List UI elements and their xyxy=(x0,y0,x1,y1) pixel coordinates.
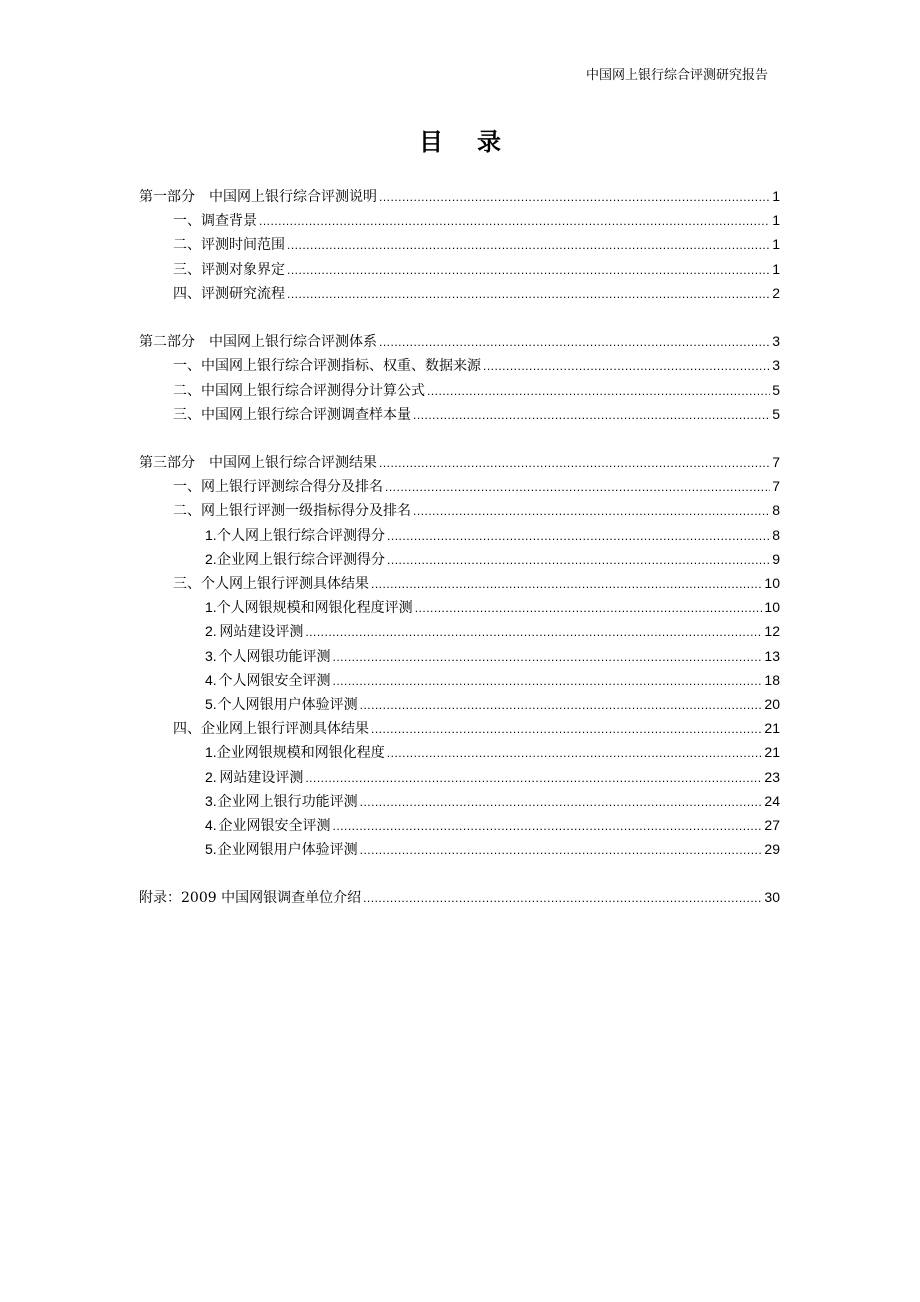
toc-page-number: 1 xyxy=(772,212,780,229)
dot-leader xyxy=(387,741,763,765)
dot-leader xyxy=(379,451,770,475)
toc-subentry-number: 2. xyxy=(205,623,217,640)
toc-subentry[interactable] xyxy=(139,523,780,547)
dot-leader xyxy=(360,838,763,862)
toc-page-number: 1 xyxy=(772,260,780,277)
toc-page-number: 3 xyxy=(772,357,780,374)
toc-entry[interactable] xyxy=(139,353,780,377)
toc-page-number: 20 xyxy=(764,695,780,712)
toc-entry-label: 四、企业网上银行评测具体结果 xyxy=(173,721,369,738)
toc-page-number: 1 xyxy=(772,188,780,204)
toc-subentry[interactable] xyxy=(139,813,780,837)
dot-leader xyxy=(387,524,770,548)
toc-entry[interactable] xyxy=(139,571,780,595)
toc-entry-label: 第二部分 中国网上银行综合评测体系 xyxy=(139,334,377,351)
toc-subentry[interactable] xyxy=(139,789,780,813)
toc-page-number: 21 xyxy=(764,744,780,761)
toc-entry-label: 一、网上银行评测综合得分及排名 xyxy=(173,479,383,496)
page-header: 中国网上银行综合评测研究报告 xyxy=(585,68,768,83)
toc-entry[interactable] xyxy=(139,281,780,305)
toc-entry-label: 三、个人网上银行评测具体结果 xyxy=(173,576,369,592)
toc-entry-label: 个人网银安全评测 xyxy=(218,672,331,689)
toc-entry-part-2[interactable] xyxy=(139,329,780,353)
dot-leader xyxy=(379,330,770,354)
dot-leader xyxy=(413,403,770,427)
toc-entry-label: 附录：2009 中国网银调查单位介绍 xyxy=(139,890,362,907)
toc-subentry-number: 4. xyxy=(205,671,217,688)
toc-entry[interactable] xyxy=(139,232,780,256)
toc-entry-label: 企业网银安全评测 xyxy=(218,817,331,834)
toc-entry-label: 个人网银功能评测 xyxy=(218,648,331,665)
toc-entry-label: 网站建设评测 xyxy=(219,624,304,641)
dot-leader xyxy=(387,548,770,572)
toc-page-number: 21 xyxy=(764,720,780,737)
toc-page-number: 3 xyxy=(772,333,780,350)
toc-subentry-number: 2. xyxy=(205,550,217,567)
toc-subentry[interactable] xyxy=(139,692,780,716)
dot-leader xyxy=(379,185,770,209)
toc-subentry[interactable] xyxy=(139,740,780,764)
toc-subentry-number: 1. xyxy=(205,526,217,543)
toc-entry[interactable] xyxy=(139,402,780,426)
toc-entry-label: 一、调查背景 xyxy=(173,213,257,230)
toc-page-number: 2 xyxy=(772,284,780,301)
dot-leader xyxy=(305,766,762,790)
toc-page-number: 9 xyxy=(772,550,780,567)
dot-leader xyxy=(360,790,763,814)
table-of-contents xyxy=(139,184,780,910)
toc-entry-label: 个人网上银行综合评测得分 xyxy=(217,527,386,544)
toc-subentry[interactable] xyxy=(139,547,780,571)
toc-page-number: 7 xyxy=(772,478,780,495)
dot-leader xyxy=(385,475,770,499)
toc-entry-label: 二、中国网上银行综合评测得分计算公式 xyxy=(173,382,425,399)
toc-entry-part-1[interactable] xyxy=(139,184,780,208)
toc-entry-label: 二、评测时间范围 xyxy=(173,237,285,254)
toc-page-number: 29 xyxy=(764,841,780,858)
toc-subentry[interactable] xyxy=(139,668,780,692)
toc-page-number: 8 xyxy=(772,526,780,543)
toc-subentry-number: 3. xyxy=(205,647,217,664)
toc-entry[interactable] xyxy=(139,208,780,232)
dot-leader xyxy=(415,596,763,620)
toc-entry-label: 一、中国网上银行综合评测指标、权重、数据来源 xyxy=(173,358,481,375)
toc-page-number: 13 xyxy=(764,647,780,664)
toc-entry-label: 第三部分 中国网上银行综合评测结果 xyxy=(139,455,377,472)
toc-entry-label: 个人网银用户体验评测 xyxy=(217,696,358,713)
toc-entry-label: 企业网银用户体验评测 xyxy=(217,842,358,859)
toc-entry-label: 企业网银规模和网银化程度 xyxy=(216,745,385,762)
section-spacer xyxy=(139,426,780,450)
toc-page-number: 24 xyxy=(764,792,780,809)
toc-entry-label: 企业网上银行功能评测 xyxy=(217,793,358,810)
dot-leader xyxy=(287,258,770,282)
dot-leader xyxy=(371,717,762,741)
dot-leader xyxy=(287,282,770,306)
toc-page-number: 12 xyxy=(764,623,780,640)
toc-title-left: 目 xyxy=(419,127,443,156)
toc-entry-label: 企业网上银行综合评测得分 xyxy=(217,551,386,568)
section-spacer xyxy=(139,861,780,885)
dot-leader xyxy=(305,620,762,644)
toc-page-number: 10 xyxy=(764,599,780,616)
toc-subentry-number: 1. xyxy=(205,599,217,616)
toc-entry-label: 第一部分 中国网上银行综合评测说明 xyxy=(139,189,377,205)
dot-leader xyxy=(287,233,770,257)
toc-subentry[interactable] xyxy=(139,595,780,619)
dot-leader xyxy=(333,814,763,838)
toc-page-number: 5 xyxy=(772,381,780,398)
toc-subentry[interactable] xyxy=(139,837,780,861)
toc-entry-label: 二、网上银行评测一级指标得分及排名 xyxy=(173,503,411,520)
toc-page-number: 5 xyxy=(772,405,780,422)
toc-subentry-number: 3. xyxy=(205,792,217,809)
toc-entry-appendix[interactable] xyxy=(139,885,780,909)
toc-subentry-number: 4. xyxy=(205,816,217,833)
toc-subentry-number: 1. xyxy=(205,744,217,761)
toc-entry-part-3[interactable] xyxy=(139,450,780,474)
toc-entry[interactable] xyxy=(139,498,780,522)
toc-page-number: 23 xyxy=(764,768,780,785)
toc-title xyxy=(0,122,920,157)
dot-leader xyxy=(363,886,762,910)
dot-leader xyxy=(483,354,770,378)
toc-entry-label: 四、评测研究流程 xyxy=(173,285,285,302)
toc-entry[interactable] xyxy=(139,378,780,402)
toc-entry-label: 个人网银规模和网银化程度评测 xyxy=(216,600,413,617)
toc-subentry-number: 2. xyxy=(205,768,217,785)
toc-entry[interactable] xyxy=(139,474,780,498)
dot-leader xyxy=(360,693,763,717)
toc-title-right: 录 xyxy=(477,127,501,156)
toc-entry-label: 三、评测对象界定 xyxy=(173,261,285,278)
toc-page-number: 30 xyxy=(764,889,780,906)
toc-subentry[interactable] xyxy=(139,644,780,668)
dot-leader xyxy=(259,209,770,233)
dot-leader xyxy=(333,645,763,669)
dot-leader xyxy=(427,379,770,403)
toc-page-number: 10 xyxy=(764,575,780,591)
toc-subentry[interactable] xyxy=(139,619,780,643)
dot-leader xyxy=(413,499,770,523)
toc-page-number: 18 xyxy=(764,671,780,688)
toc-entry[interactable] xyxy=(139,716,780,740)
toc-page-number: 8 xyxy=(772,502,780,519)
toc-entry-label: 网站建设评测 xyxy=(219,769,304,786)
toc-page-number: 1 xyxy=(772,236,780,253)
section-spacer xyxy=(139,305,780,329)
toc-entry[interactable] xyxy=(139,257,780,281)
dot-leader xyxy=(371,572,762,596)
toc-subentry[interactable] xyxy=(139,765,780,789)
toc-page-number: 27 xyxy=(764,816,780,833)
toc-page-number: 7 xyxy=(772,454,780,471)
toc-entry-label: 三、中国网上银行综合评测调查样本量 xyxy=(173,406,411,423)
dot-leader xyxy=(333,669,763,693)
toc-subentry-number: 5. xyxy=(205,841,217,858)
toc-subentry-number: 5. xyxy=(205,695,217,712)
